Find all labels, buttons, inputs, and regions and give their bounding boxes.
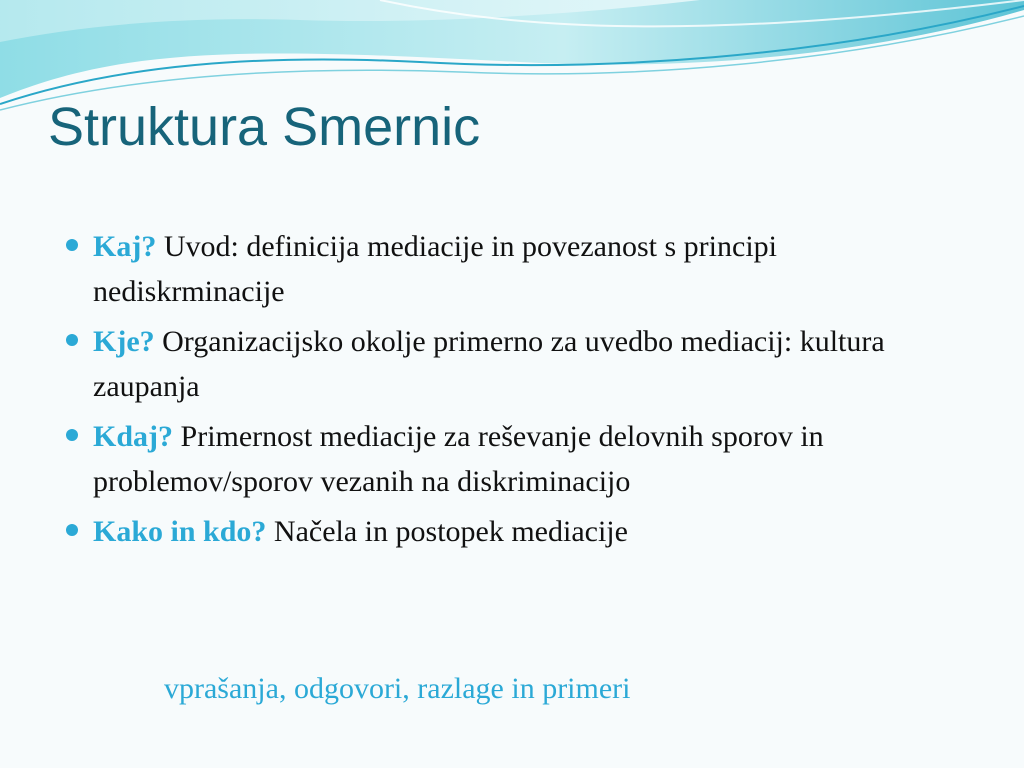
bullet-question: Kaj? (93, 230, 157, 263)
bullet-dot-icon (66, 239, 78, 251)
bullet-text: Organizacijsko okolje primerno za uvedbo mediacij: kultura zaupanja (93, 325, 885, 403)
bullet-question: Kdaj? (93, 420, 174, 453)
list-item (66, 509, 926, 554)
bullet-text: Načela in postopek mediacije (273, 515, 628, 548)
page-title: Struktura Smernic (48, 97, 481, 157)
list-item (66, 319, 926, 409)
bullet-text: Uvod: definicija mediacije in povezanost s principi nediskrminacije (93, 230, 777, 308)
bullet-question: Kje? (93, 325, 155, 358)
list-item (66, 224, 926, 314)
bullet-question: Kako in kdo? (93, 515, 267, 548)
footer-note: vprašanja, odgovori, razlage in primeri (164, 672, 631, 705)
list-item (66, 414, 926, 504)
bullet-dot-icon (66, 334, 78, 346)
bullet-text: Primernost mediacije za reševanje delovnih sporov in problemov/sporov vezanih na diskriminacijo (93, 420, 824, 498)
bullet-dot-icon (66, 524, 78, 536)
bullet-dot-icon (66, 429, 78, 441)
bullet-list (66, 224, 926, 559)
